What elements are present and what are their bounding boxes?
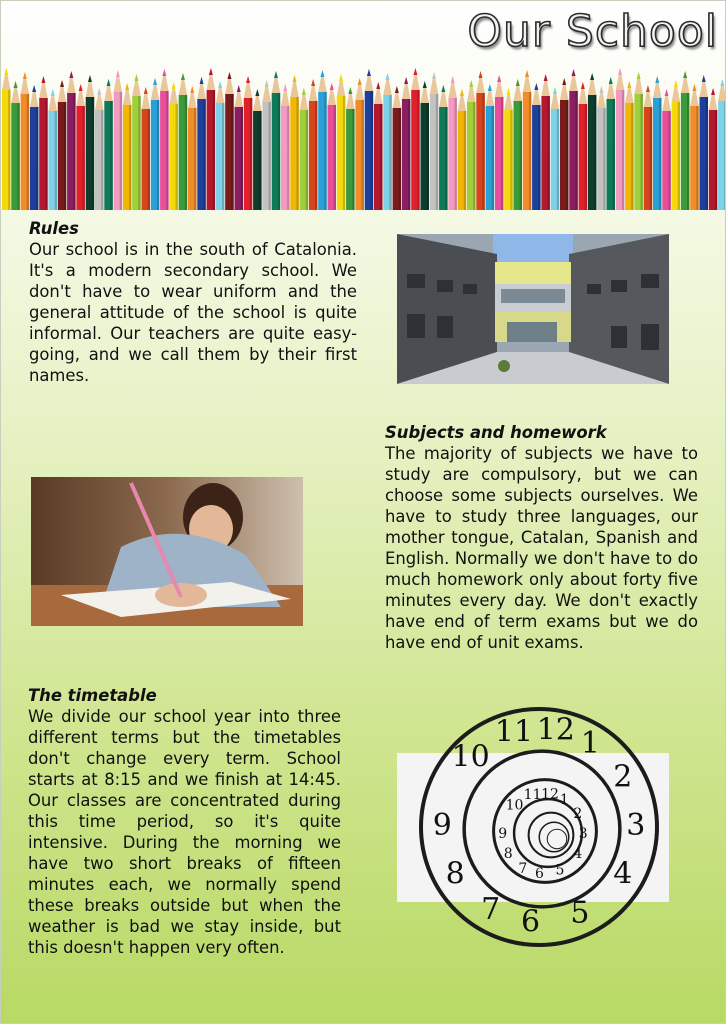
clock-numeral: 11: [523, 787, 542, 804]
clock-numeral: 3: [626, 808, 646, 843]
timetable-text: We divide our school year into three different terms but the timetables don't change every term. School starts at 8:15 and we finish at 14:45. Our classes are concentrated during this time period, so it's quite intensive. During the morning we have two short breaks of fifteen minutes each, we normally spend these breaks outside but when the weather is bad we stay inside, but this doesn't happen very often.: [28, 707, 341, 957]
clock-numeral: 4: [573, 846, 583, 863]
timetable-heading: The timetable: [28, 686, 157, 705]
clock-numeral: 5: [555, 862, 565, 879]
subjects-text: The majority of subjects we have to study are compulsory, but we can choose some subjects ourselves. We have to study three languages, our mother tongue, Catalan, Spanish and English. Normally we don't have to do much homework only about forty five minutes every day. We don't exactly have end of term exams but we do have end of unit exams.: [385, 444, 698, 652]
clock-numeral: 7: [481, 891, 501, 927]
clock-numeral: 4: [613, 856, 633, 892]
spiral-clock-photo: [397, 712, 669, 940]
clock-numeral: 1: [559, 791, 569, 808]
clock-numeral: 6: [535, 866, 544, 883]
clock-numeral: 8: [503, 846, 513, 863]
clock-numeral: 9: [432, 808, 452, 843]
clock-numeral: 10: [505, 797, 524, 814]
clock-numeral: 7: [518, 860, 528, 877]
clock-numeral: 9: [498, 826, 508, 842]
clock-numeral: 2: [573, 805, 583, 822]
timetable-section: [28, 685, 341, 958]
clock-numeral: 1: [580, 725, 600, 761]
clock-numeral: 11: [494, 714, 534, 750]
school-building-photo: [397, 234, 669, 384]
rules-text: Our school is in the south of Catalonia. It's a modern secondary school. We don't have to wear uniform and the general attitude of the school is quite informal. Our teachers are quite easy-going, and we call them by their first names.: [29, 240, 357, 385]
clock-numeral: 12: [541, 786, 559, 803]
page-title: Our School: [467, 6, 718, 57]
subjects-section: [385, 422, 698, 653]
clock-numeral: 6: [521, 904, 541, 940]
clock-numeral: 2: [613, 759, 633, 795]
rules-heading: Rules: [29, 219, 79, 238]
clock-numeral: 5: [570, 895, 590, 931]
clock-numeral: 8: [445, 856, 465, 892]
rules-section: [29, 218, 357, 386]
student-writing-photo: [31, 477, 303, 626]
clock-numeral: 10: [451, 739, 490, 775]
clock-numeral: 12: [536, 712, 575, 748]
subjects-heading: Subjects and homework: [385, 423, 607, 442]
clock-numeral: 3: [578, 826, 588, 842]
